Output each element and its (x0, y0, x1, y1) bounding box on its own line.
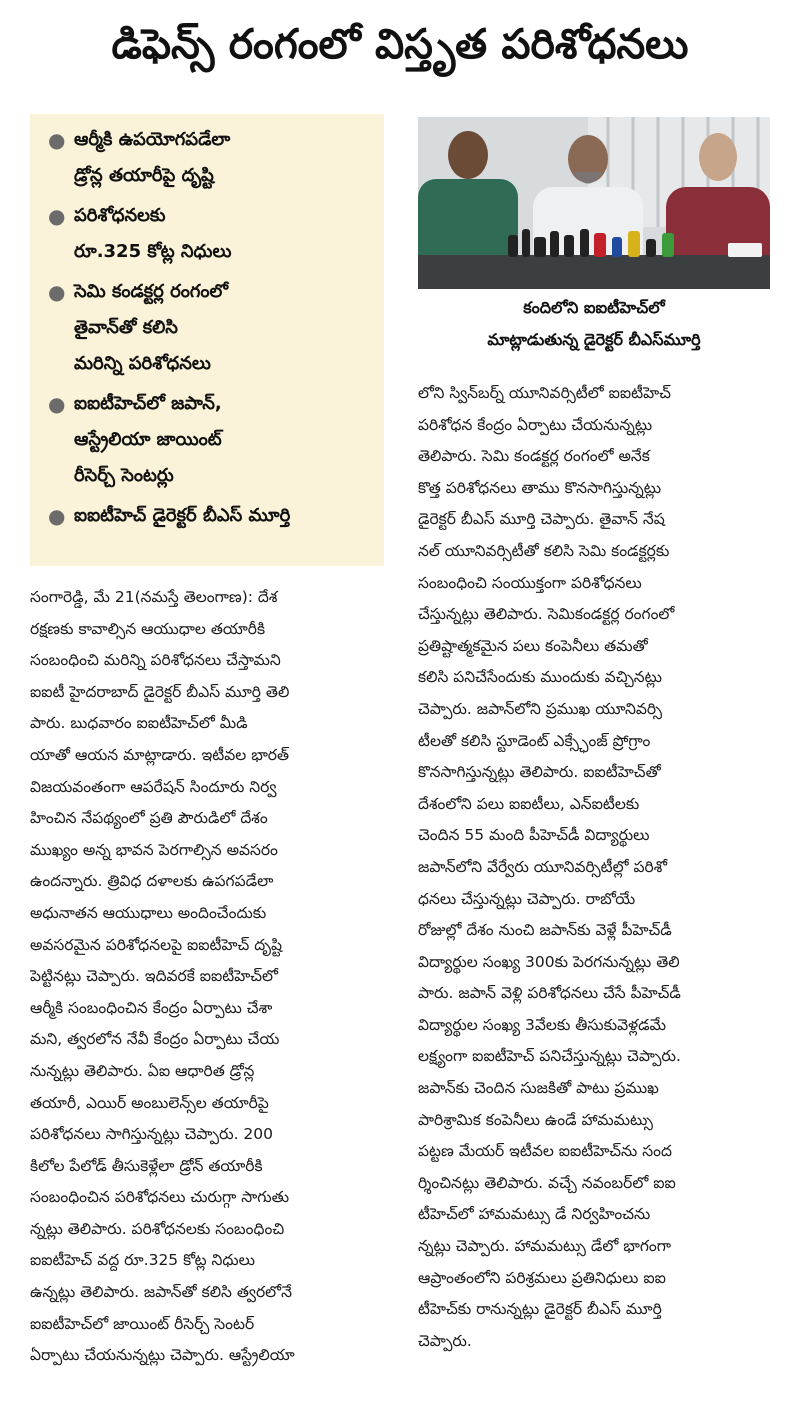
bullet-icon: ● (48, 128, 66, 152)
article-line: ధనలు చేస్తున్నట్లు చెప్పారు. రాబోయే (418, 889, 636, 908)
article-line: పరిశోధనలు సాగిస్తున్నట్లు చెప్పారు. 200 (30, 1125, 274, 1144)
highlight-item (48, 498, 376, 534)
article-line: టీలతో కలిసి స్టూడెంట్ ఎక్స్ఛేంజ్ ప్రోగ్రాం (418, 731, 651, 750)
article-column-left (30, 582, 386, 1372)
highlight-item (48, 122, 376, 194)
article-line: తయారీ, ఎయిర్ అంబులెన్స్‌ల తయారీపై (30, 1093, 269, 1112)
article-line: అధునాతన ఆయుధాలు అందించేందుకు (30, 903, 267, 922)
article-line: హించిన నేపథ్యంలో ప్రతి పౌరుడిలో దేశం (30, 809, 268, 828)
article-line: కిలోల పేలోడ్ తీసుకెళ్లేలా డ్రోన్ తయారీకి (30, 1156, 263, 1175)
press-conference-photo (418, 117, 770, 289)
article-line: పారు. జపాన్ వెళ్లి పరిశోధనలు చేసే పీహెచ్‌డీ (418, 984, 681, 1003)
article-line: ఉన్నట్లు తెలిపారు. జపాన్‌తో కలిసి త్వరలోనే (30, 1283, 292, 1302)
bullet-icon: ● (48, 204, 66, 228)
highlight-line: ఆర్మీకి ఉపయోగపడేలా (74, 129, 231, 150)
article-line: చేస్తున్నట్లు తెలిపారు. సెమికండక్టర్ల రంగంలో (418, 605, 675, 624)
bullet-icon: ● (48, 504, 66, 528)
bullet-icon: ● (48, 392, 66, 416)
article-line: రోజుల్లో దేశం నుంచి జపాన్‌కు వెళ్లే పీహెచ్‌డీ (418, 921, 672, 940)
highlight-item (48, 274, 376, 382)
article-line: విజయవంతంగా ఆపరేషన్ సిందూరు నిర్వ (30, 777, 277, 796)
article-column-right (418, 378, 772, 1357)
article-line: ర్శించినట్లు తెలిపారు. వచ్చే నవంబర్‌లో ఐఐ (418, 1173, 676, 1192)
article-line: ఉందన్నారు. త్రివిధ దళాలకు ఉపగపడేలా (30, 872, 274, 891)
article-line: న్నట్లు చెప్పారు. హామమట్సు డేలో భాగంగా (418, 1237, 672, 1256)
highlight-line: సెమి కండక్టర్ల రంగంలో (74, 281, 229, 302)
article-line: జపాన్‌లోని వేర్వేరు యూనివర్సిటీల్లో పరిశో (418, 857, 668, 876)
article-line: యాతో ఆయన మాట్లాడారు. ఇటీవల భారత్ (30, 745, 290, 764)
article-line: లోని స్విన్‌బర్న్ యూనివర్సిటీలో ఐఐటీహెచ్ (418, 384, 671, 402)
article-line: దేశంలోని పలు ఐఐటీలు, ఎన్ఐటీలకు (418, 794, 640, 813)
article-line: ఆప్రాంతంలోని పరిశ్రమలు ప్రతినిధులు ఐఐ (418, 1268, 666, 1287)
article-line: డైరెక్టర్ బీఎస్ మూర్తి చెప్పారు. తైవాన్ నేష (418, 510, 665, 529)
article-line: సంబంధించి మరిన్ని పరిశోధనలు చేస్తామని (30, 651, 281, 670)
caption-line: కందిలోని ఐఐటీహెచ్‌లో (523, 298, 665, 317)
caption-line: మాట్లాడుతున్న డైరెక్టర్ బీఎస్‌మూర్తి (487, 330, 701, 349)
article-line: కొనసాగిస్తున్నట్లు తెలిపారు. ఐఐటీహెచ్‌తో (418, 763, 661, 782)
highlight-line: తైవాన్‌తో కలిసి (74, 317, 178, 338)
article-line: ఏర్పాటు చేయనున్నట్లు చెప్పారు. ఆస్ట్రేలియా (30, 1346, 295, 1365)
article-line: న్నట్లు తెలిపారు. పరిశోధనలకు సంబంధించి (30, 1219, 285, 1238)
article-line: ఐఐటీహెచ్‌లో జాయింట్ రీసెర్చ్ సెంటర్ (30, 1314, 255, 1333)
highlight-line: ఐఐటీహెచ్ డైరెక్టర్ బీఎస్ మూర్తి (74, 505, 291, 526)
article-line: పెట్టినట్లు చెప్పారు. ఇదివరకే ఐఐటీహెచ్‌లో (30, 967, 278, 986)
article-line: విద్యార్థుల సంఖ్య 3వేలకు తీసుకువెళ్లడమే (418, 1015, 666, 1034)
photo-illustration (418, 117, 770, 289)
article-line: పట్టణ మేయర్ ఇటీవల ఐఐటీహెచ్‌ను సంద (418, 1142, 672, 1161)
highlight-line: ఆస్ట్రేలియా జాయింట్ (74, 429, 222, 450)
article-line: నున్నట్లు తెలిపారు. ఏఐ ఆధారిత డ్రోన్ల (30, 1061, 255, 1080)
article-line: కలిసి పనిచేసేందుకు ముందుకు వచ్చినట్లు (418, 668, 662, 687)
highlight-line: రూ.325 కోట్ల నిధులు (74, 241, 232, 262)
article-line: పారిశ్రామిక కంపెనీలు ఉండే హామమట్సు (418, 1110, 653, 1129)
article-line: నల్ యూనివర్సిటీతో కలిసి సెమి కండక్టర్లకు (418, 541, 670, 560)
article-line: చెప్పారు. (418, 1331, 472, 1350)
highlight-line: పరిశోధనలకు (74, 205, 166, 226)
photo-caption (418, 292, 770, 362)
article-line: విద్యార్థుల సంఖ్య 300కు పెరగనున్నట్లు తెలి (418, 952, 680, 971)
article-line: ఐఐటీహెచ్ వద్ద రూ.325 కోట్ల నిధులు (30, 1251, 256, 1270)
article-line: ఐఐటీ హైదరాబాద్ డైరెక్టర్ బీఎస్ మూర్తి తెలి (30, 682, 290, 701)
article-line: తెలిపారు. సెమి కండక్టర్ల రంగంలో అనేక (418, 447, 650, 466)
article-line: టీహెచ్‌లో హామమట్సు డే నిర్వహించను (418, 1205, 651, 1224)
article-line: చెందిన 55 మంది పీహెచ్‌డీ విద్యార్థులు (418, 826, 650, 845)
headline: డిఫెన్స్ రంగంలో విస్తృత పరిశోధనలు (111, 20, 689, 68)
article-line: మని, త్వరలోన నేవీ కేంద్రం ఏర్పాటు చేయ (30, 1030, 280, 1049)
highlight-line: డ్రోన్ల తయారీపై దృష్టి (74, 165, 214, 186)
article-line: సంబంధించిన పరిశోధనలు చురుగ్గా సాగుతు (30, 1188, 290, 1207)
article-line: కొత్త పరిశోధనలు తాము కొనసాగిస్తున్నట్లు (418, 478, 662, 497)
article-line: పారు. బుధవారం ఐఐటీహెచ్‌లో మీడి (30, 714, 248, 733)
highlight-line: రీసెర్చ్ సెంటర్లు (74, 465, 174, 486)
highlight-line: మరిన్ని పరిశోధనలు (74, 353, 211, 374)
article-line: జపాన్‌కు చెందిన సుజకితో పాటు ప్రముఖ (418, 1079, 659, 1098)
article-line: ఆర్మీకి సంబంధించిన కేంద్రం ఏర్పాటు చేశా (30, 998, 273, 1017)
article-line: పరిశోధన కేంద్రం ఏర్పాటు చేయనున్నట్లు (418, 415, 653, 434)
article-line: సంగారెడ్డి, మే 21(నమస్తే తెలంగాణ): దేశ (30, 588, 278, 606)
article-line: సంబంధించి సంయుక్తంగా పరిశోధనలు (418, 573, 642, 592)
article-line: ప్రతిష్టాత్మకమైన పలు కంపెనీలు తమతో (418, 636, 648, 655)
highlight-item (48, 386, 376, 494)
article-line: టీహెచ్‌కు రానున్నట్లు డైరెక్టర్ బీఎస్ మూర్తి (418, 1300, 662, 1319)
highlight-item (48, 198, 376, 270)
article-line: ముఖ్యం అన్న భావన పెరగాల్సిన అవసరం (30, 840, 278, 859)
article-line: లక్ష్యంగా ఐఐటీహెచ్ పనిచేస్తున్నట్లు చెప్పారు. (418, 1047, 681, 1066)
highlight-line: ఐఐటీహెచ్‌లో జపాన్, (74, 393, 222, 414)
article-line: చెప్పారు. జపాన్‌లోని ప్రముఖ యూనివర్సి (418, 699, 663, 718)
highlights-box (30, 114, 384, 566)
article-line: అవసరమైన పరిశోధనలపై ఐఐటీహెచ్ దృష్టి (30, 935, 283, 954)
bullet-icon: ● (48, 280, 66, 304)
article-line: రక్షణకు కావాల్సిన ఆయుధాల తయారీకి (30, 619, 266, 638)
